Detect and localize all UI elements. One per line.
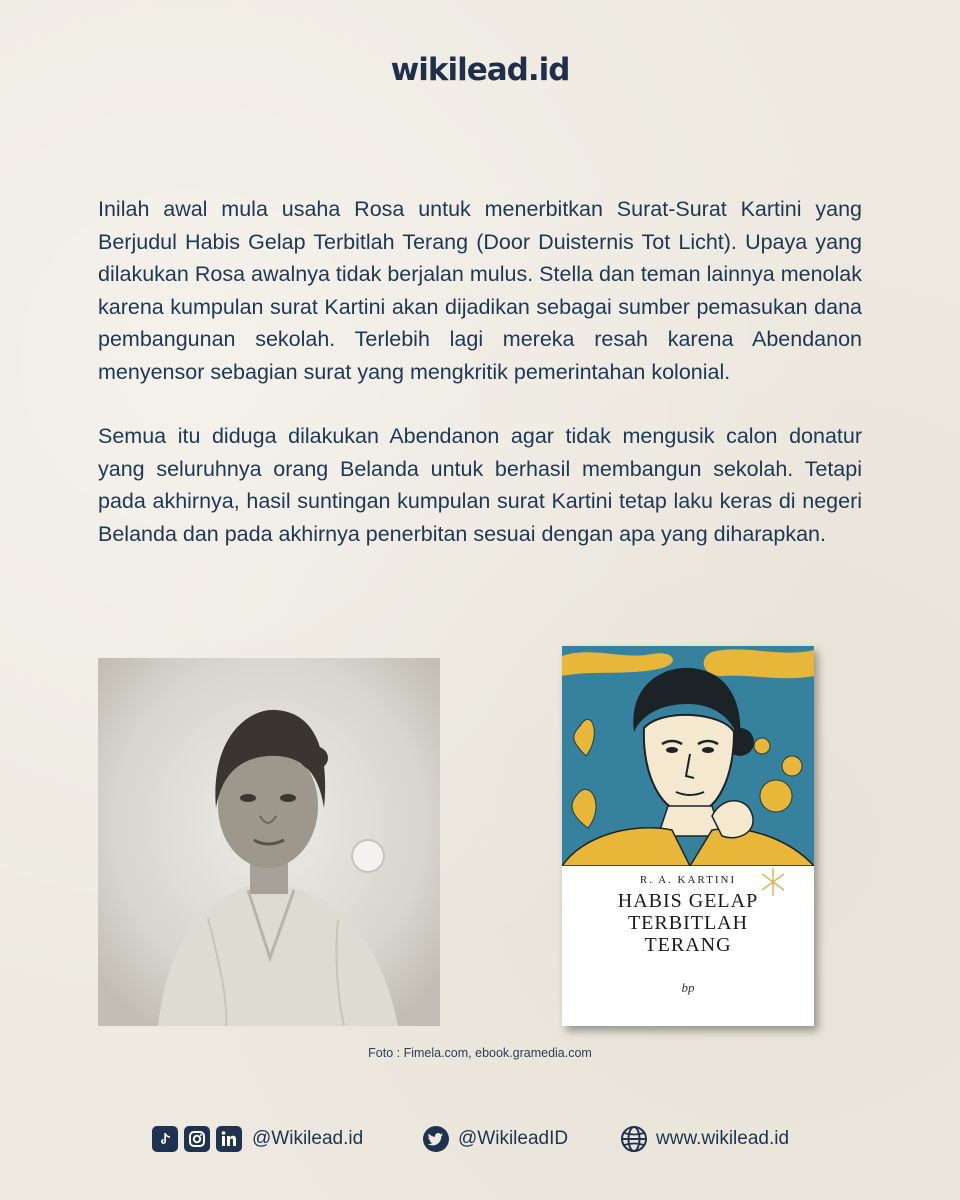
kartini-portrait-photo: [98, 658, 440, 1026]
linkedin-icon[interactable]: [216, 1126, 242, 1152]
book-author: R. A. KARTINI: [639, 874, 737, 886]
website-link[interactable]: www.wikilead.id: [656, 1128, 790, 1149]
brand-logo[interactable]: wikilead.id: [390, 52, 570, 88]
instagram-icon[interactable]: [184, 1126, 210, 1152]
twitter-handle[interactable]: @WikileadID: [458, 1128, 569, 1149]
book-title-line-1: HABIS GELAP: [617, 890, 759, 912]
paragraph-2: Semua itu diduga dilakukan Abendanon agar tidak mengusik calon donatur yang seluruhnya orang Belanda untuk berhasil membangun sekolah. Tetapi pada akhirnya, hasil suntingan kumpulan surat Kartini tetap laku keras di negeri Belanda dan pada akhirnya penerbitan sesuai dengan apa yang diharapkan.: [98, 424, 862, 546]
footer-website-group: [620, 1124, 789, 1154]
footer-social-group: [152, 1124, 363, 1154]
publisher-logo: bp: [681, 980, 695, 995]
article-body: [98, 193, 862, 582]
footer-twitter-group: [422, 1124, 568, 1154]
book-cover: [562, 646, 814, 1026]
paragraph-1: Inilah awal mula usaha Rosa untuk menerbitkan Surat-Surat Kartini yang Berjudul Habis Gelap Terbitlah Terang (Door Duisternis Tot Licht). Upaya yang dilakukan Rosa awalnya tidak berjalan mulus. Stella dan teman lainnya menolak karena kumpulan surat Kartini akan dijadikan sebagai sumber pemasukan dana pembangunan sekolah. Terlebih lagi mereka resah karena Abendanon menyensor sebagian surat yang mengkritik pemerintahan kolonial.: [98, 197, 862, 384]
tiktok-icon[interactable]: [152, 1126, 178, 1152]
book-title-line-2: TERBITLAH: [627, 912, 749, 934]
footer-social-bar: [0, 1124, 960, 1154]
book-title-line-3: TERANG: [644, 934, 732, 956]
twitter-icon[interactable]: [422, 1125, 450, 1153]
social-handle[interactable]: @Wikilead.id: [252, 1128, 364, 1149]
photo-caption: Foto : Fimela.com, ebook.gramedia.com: [368, 1046, 592, 1060]
book-title: [562, 890, 814, 956]
book-cover-illustration: [562, 646, 814, 866]
globe-icon[interactable]: [620, 1125, 648, 1153]
